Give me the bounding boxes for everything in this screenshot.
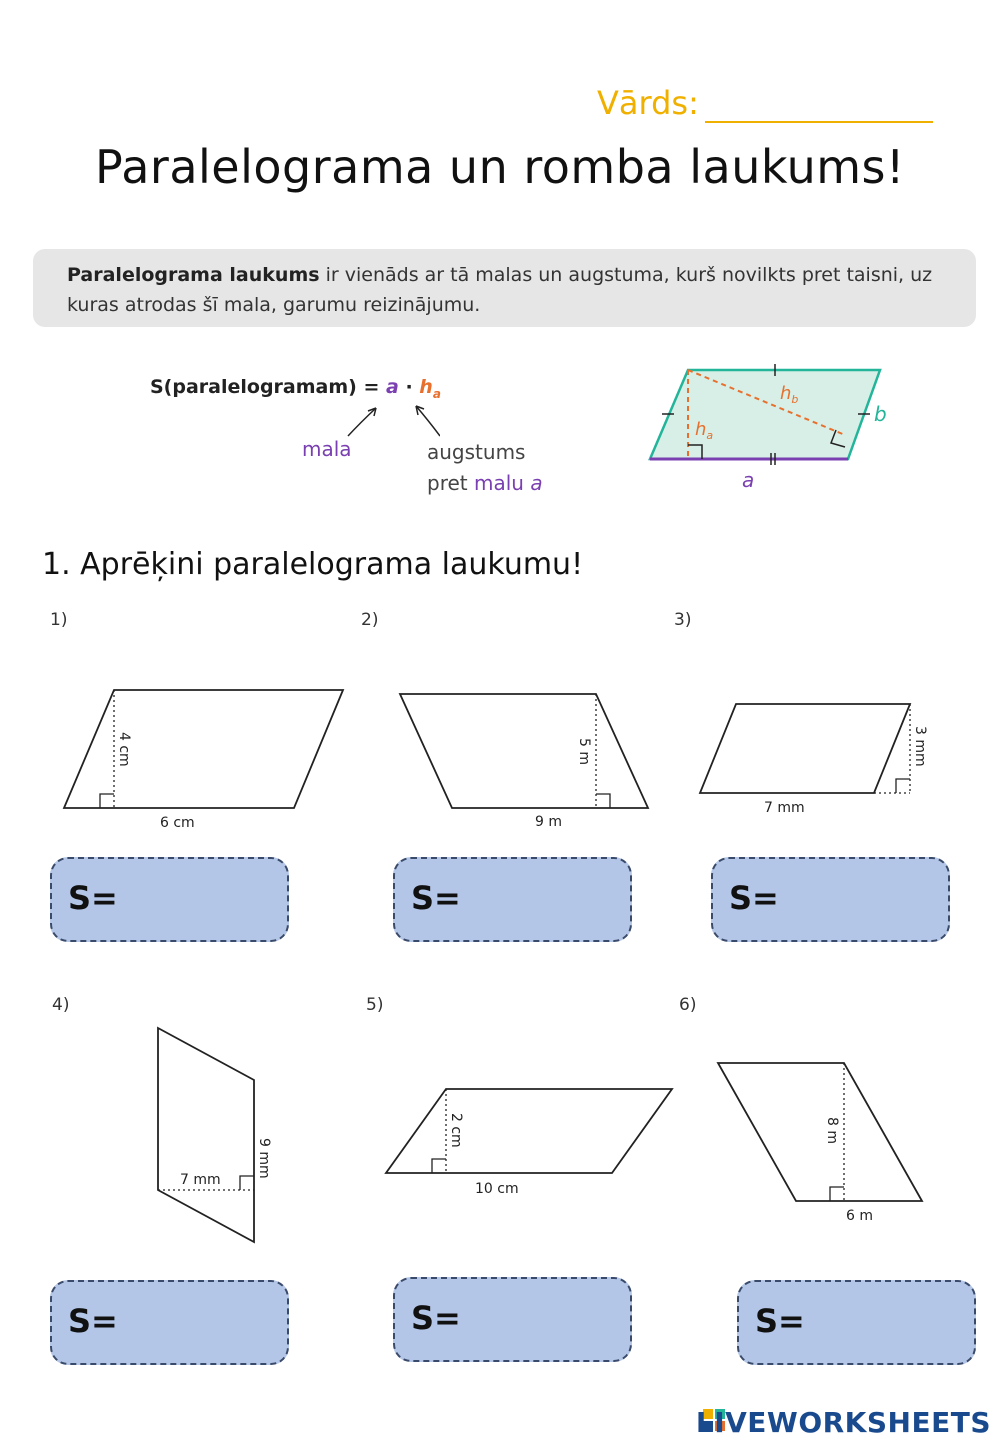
rule-term: Paralelograma laukums — [67, 264, 320, 286]
problem-number: 1) — [50, 610, 68, 630]
augstums-line1: augstums — [427, 440, 526, 464]
problem-1-figure — [50, 680, 360, 840]
page-title: Paralelograma un romba laukums! — [95, 140, 905, 194]
problem-3-base: 7 mm — [764, 800, 805, 816]
problem-number: 6) — [679, 995, 697, 1015]
liveworksheets-brand: LIVEWORKSHEETS — [695, 1406, 991, 1439]
problem-3-figure — [690, 690, 940, 830]
augstums-label — [427, 437, 543, 499]
problem-number: 4) — [52, 995, 70, 1015]
formula-a: a — [386, 376, 399, 398]
problem-number: 5) — [366, 995, 384, 1015]
formula-lhs: S(paralelogramam) = — [150, 376, 386, 398]
reference-parallelogram — [640, 355, 900, 495]
problem-5-base: 10 cm — [475, 1181, 519, 1197]
problem-5-height: 2 cm — [448, 1113, 464, 1148]
problem-4-figure — [140, 1020, 290, 1255]
formula-h-sub: a — [432, 386, 441, 401]
answer-box-5[interactable] — [393, 1277, 632, 1362]
ref-ha-label: $h_a$ — [695, 419, 714, 442]
task-title: 1. Aprēķini paralelograma laukumu! — [42, 547, 584, 582]
problem-number: 2) — [361, 610, 379, 630]
problem-number: 3) — [674, 610, 692, 630]
problem-2-figure — [390, 680, 660, 840]
answer-label: S= — [729, 879, 779, 917]
problem-4-base: 9 mm — [256, 1138, 272, 1179]
answer-label: S= — [411, 879, 461, 917]
ref-b-label: b — [874, 402, 887, 426]
answer-label: S= — [68, 879, 118, 917]
rule-body: ir vienāds ar tā malas un augstuma, kurš novilkts pret taisni, uz kuras atrodas šī mala, garumu reizinājumu. — [67, 264, 933, 316]
problem-6-base: 6 m — [846, 1208, 873, 1224]
problem-1-base: 6 cm — [160, 815, 195, 831]
ref-hb-label: $h_b$ — [780, 383, 799, 406]
problem-4-height: 7 mm — [180, 1172, 221, 1188]
ref-shape — [650, 370, 880, 459]
problem-3-height: 3 mm — [912, 726, 928, 767]
problem-6-height: 8 m — [824, 1117, 840, 1144]
augstums-pret: pret — [427, 471, 474, 495]
ref-a-label: a — [742, 468, 755, 492]
answer-box-4[interactable] — [50, 1280, 289, 1365]
augstums-malu: malu — [473, 471, 531, 495]
problem-1-height: 4 cm — [116, 732, 132, 767]
answer-label: S= — [755, 1302, 805, 1340]
problem-6-figure — [710, 1055, 940, 1230]
answer-label: S= — [411, 1299, 461, 1337]
answer-box-6[interactable] — [737, 1280, 976, 1365]
name-input-line[interactable] — [705, 121, 933, 123]
answer-box-1[interactable] — [50, 857, 289, 942]
problem-5-figure — [380, 1080, 680, 1205]
rule-text — [67, 260, 972, 320]
mala-label: mala — [302, 437, 352, 461]
formula-h: h — [419, 376, 433, 398]
augstums-a: a — [530, 471, 543, 495]
answer-box-2[interactable] — [393, 857, 632, 942]
formula-dot: · — [398, 376, 420, 398]
answer-label: S= — [68, 1302, 118, 1340]
problem-2-height: 5 m — [576, 738, 592, 765]
name-label: Vārds: — [597, 84, 699, 122]
answer-box-3[interactable] — [711, 857, 950, 942]
problem-2-base: 9 m — [535, 814, 562, 830]
